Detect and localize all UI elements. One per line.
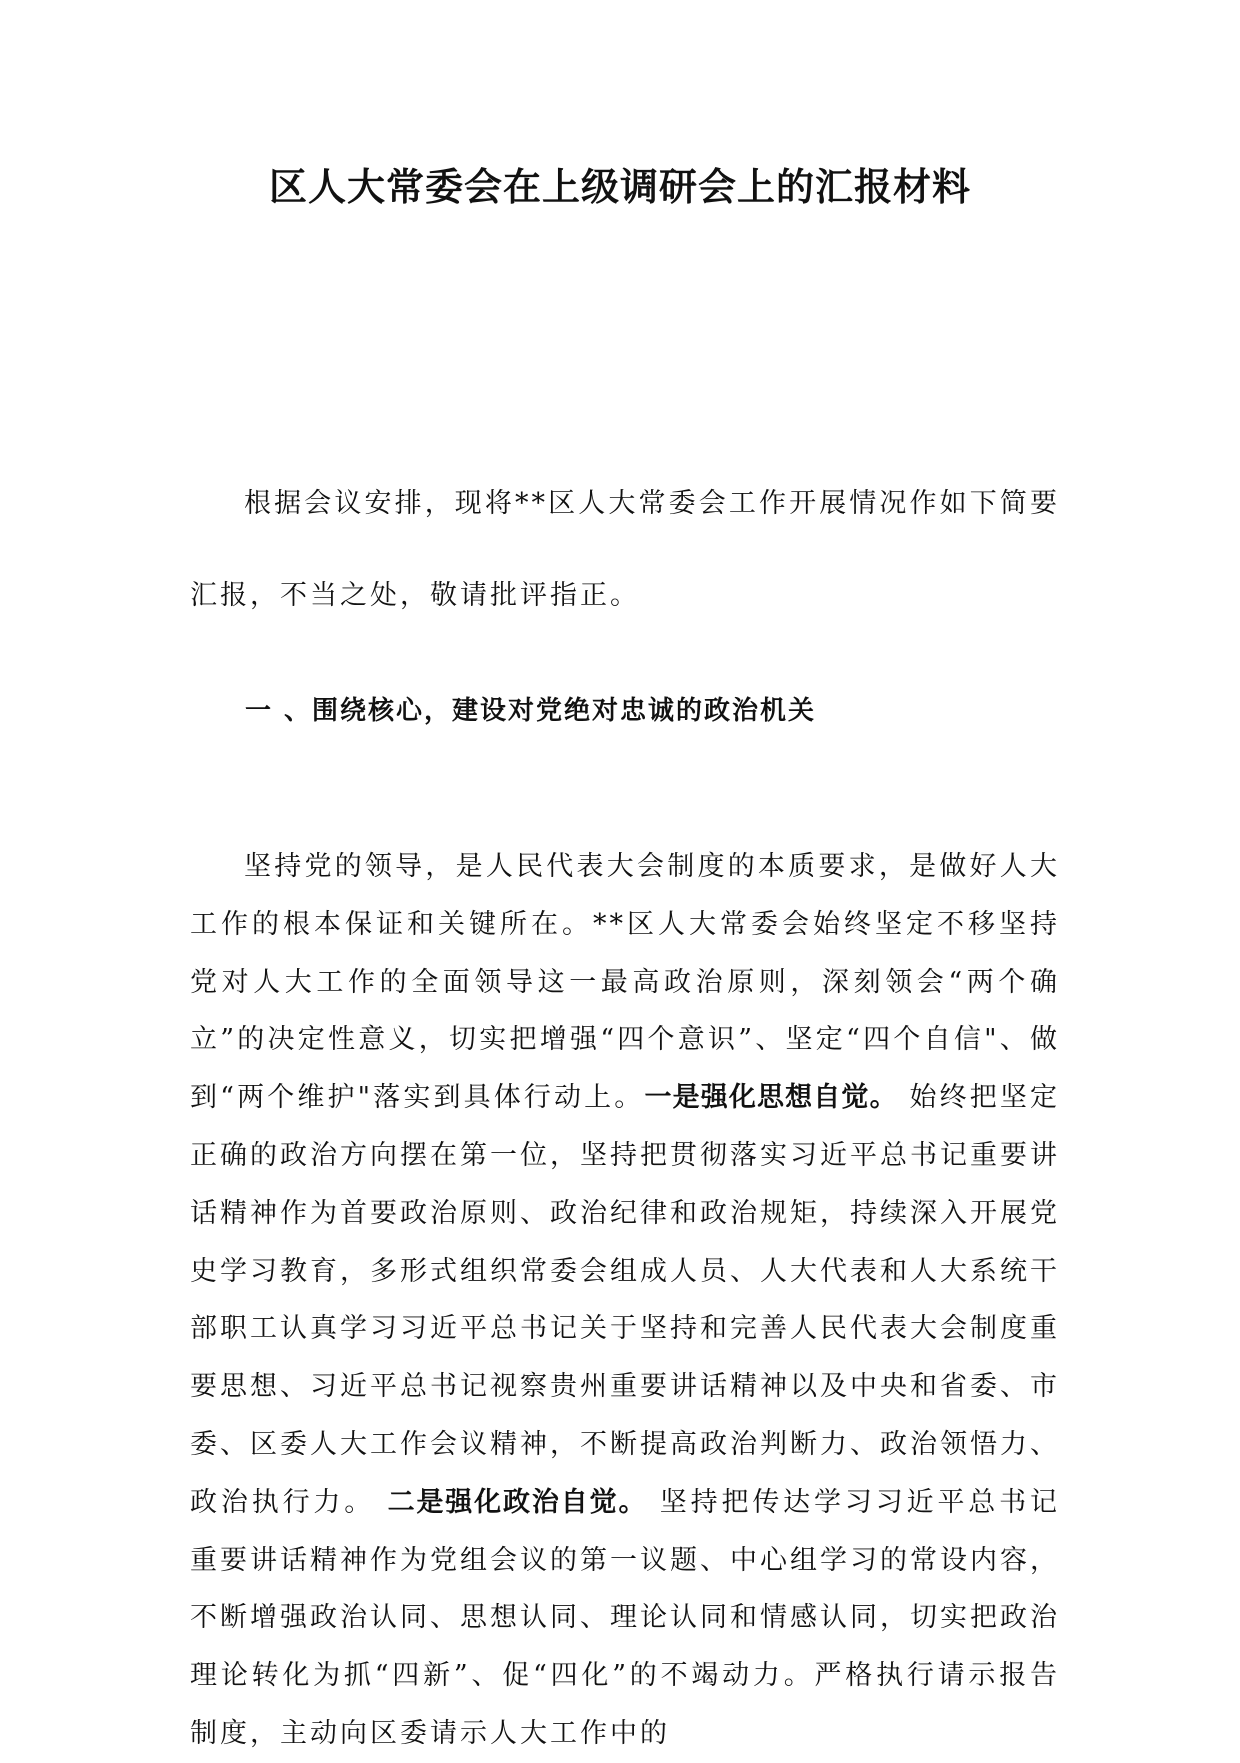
body-text-1: 坚持党的领导，是人民代表大会制度的本质要求，是做好人大工作的根本保证和关键所在。**区人大常委会始终坚定不移坚持党对人大工作的全面领导这一最高政治原则，深刻领会“两个确立”的决定性意义，切实把增强“四个意识”、坚定“四个自信"、做到“两个维护"落实到具体行动上。 [190,851,1060,1114]
body-text-3: 坚持把传达学习习近平总书记重要讲话精神作为党组会议的第一议题、中心组学习的常设内容，不断增强政治认同、思想认同、理论认同和情感认同，切实把政治理论转化为抓“四新”、促“四化”的不竭动力。严格执行请示报告制度，主动向区委请示人大工作中的 [190,1486,1061,1749]
body-text-2: 始终把坚定正确的政治方向摆在第一位，坚持把贯彻落实习近平总书记重要讲话精神作为首要政治原则、政治纪律和政治规矩，持续深入开展党史学习教育，多形式组织常委会组成人员、人大代表和人大系统干部职工认真学习习近平总书记关于坚持和完善人民代表大会制度重要思想、习近平总书记视察贵州重要讲话精神以及中央和省委、市委、区委人大工作会议精神，不断提高政治判断力、政治领悟力、政治执行力。 [190,1082,1061,1518]
document-title: 区人大常委会在上级调研会上的汇报材料 [268,165,971,209]
bold-point-2: 二是强化政治自觉。 [387,1486,648,1518]
section-heading: 一 、围绕核心，建设对党绝对忠诚的政治机关 [245,696,817,726]
bold-point-1: 一是强化思想自觉。 [644,1082,898,1114]
intro-paragraph: 根据会议安排，现将**区人大常委会工作开展情况作如下简要汇报，不当之处，敬请批评指正。 [190,488,1060,611]
body-paragraph [190,838,1060,1763]
